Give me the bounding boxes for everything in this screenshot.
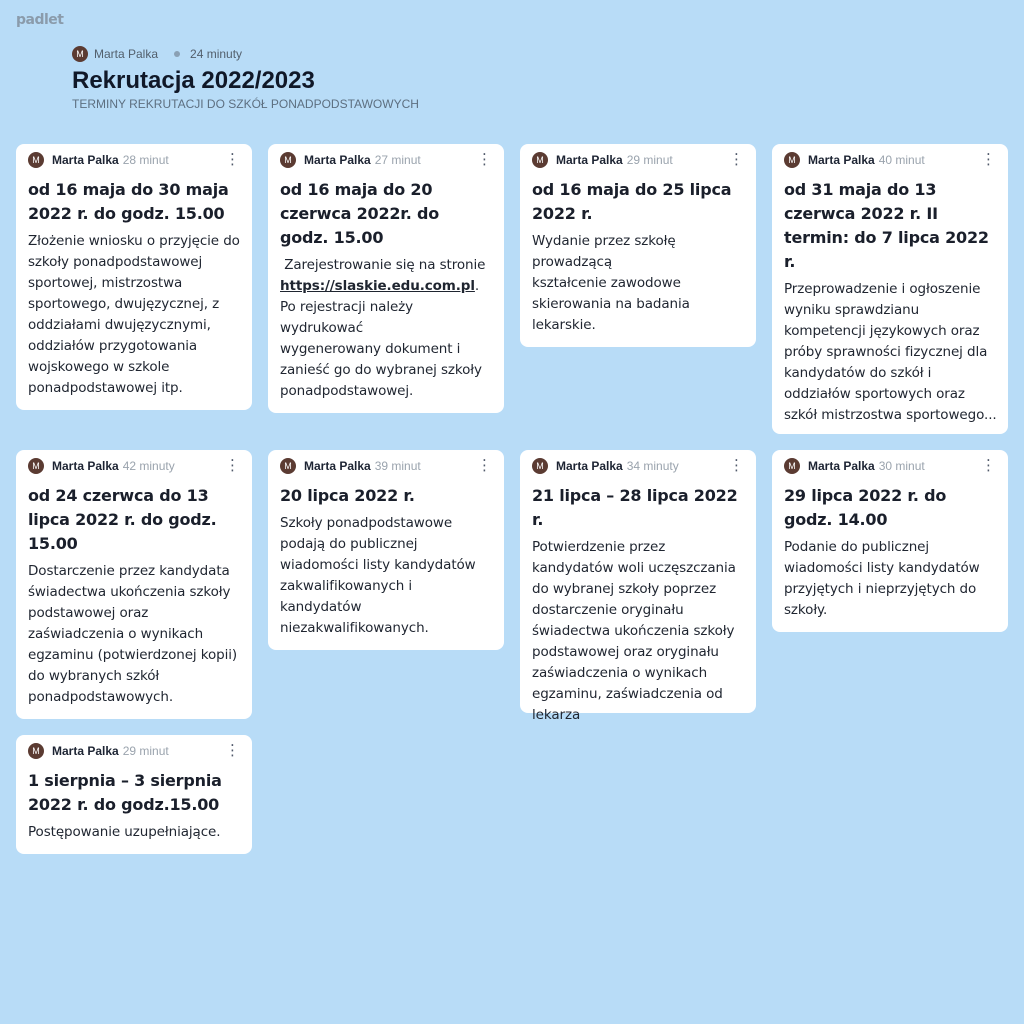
post-body-line: podstawowej oraz	[28, 605, 149, 621]
page-subtitle: TERMINY REKRUTACJI DO SZKÓŁ PONADPODSTAWOWYCH	[72, 97, 419, 111]
post-body-line: Zarejestrowanie się na stronie	[280, 257, 486, 273]
post-card[interactable]	[16, 450, 252, 719]
post-body-line: do wybranej szkoły poprzez	[532, 581, 717, 597]
post-card[interactable]	[772, 144, 1008, 434]
post-body-line: lekarskie.	[532, 317, 596, 333]
post-body-line: zanieść go do wybranej szkoły	[280, 362, 482, 378]
post-body-line: zaświadczenia o wynikach	[28, 626, 204, 642]
post-title: 20 lipca 2022 r.	[280, 486, 415, 505]
separator-dot	[174, 51, 180, 57]
more-vertical-icon[interactable]: ⋮	[729, 457, 744, 474]
post-body-line: kandydatów	[280, 599, 362, 615]
post-time: 28 minut	[122, 153, 169, 167]
post-author: Marta Palka	[304, 153, 371, 167]
post-body-line: do wybranych szkół	[28, 668, 160, 684]
post-author: Marta Palka	[808, 459, 875, 473]
more-vertical-icon[interactable]: ⋮	[477, 457, 492, 474]
post-body-line: egzaminu (potwierdzonej kopii)	[28, 647, 238, 663]
post-time: 40 minut	[878, 153, 925, 167]
post-time: 29 minut	[122, 744, 169, 758]
avatar: M	[280, 458, 296, 474]
post-body-line: zakwalifikowanych i	[280, 578, 413, 594]
post-author: Marta Palka	[556, 459, 623, 473]
avatar: M	[784, 152, 800, 168]
post-body	[280, 513, 492, 639]
post-body	[532, 231, 744, 336]
post-body-line: wojskowego w szkole	[28, 359, 170, 375]
post-body-line: kompetencji językowych oraz	[784, 323, 980, 339]
post-body-line: kandydatów do szkół i	[784, 365, 932, 381]
post-author: Marta Palka	[808, 153, 875, 167]
post-body-line: podają do publicznej	[280, 536, 418, 552]
avatar: M	[28, 152, 44, 168]
post-author: Marta Palka	[304, 459, 371, 473]
post-body-line: świadectwa ukończenia szkoły	[532, 623, 735, 639]
post-title: 29 lipca 2022 r. do godz. 14.00	[784, 486, 947, 529]
post-body-line: oddziałami dwujęzycznymi,	[28, 317, 211, 333]
post-body	[28, 561, 240, 708]
post-time: 30 minut	[878, 459, 925, 473]
post-link[interactable]: https://slaskie.edu.com.pl	[280, 278, 475, 294]
post-body	[784, 537, 996, 621]
board-meta	[72, 45, 872, 63]
post-title: od 16 maja do 30 maja 2022 r. do godz. 15.00	[28, 180, 229, 223]
post-card[interactable]	[520, 144, 756, 347]
more-vertical-icon[interactable]: ⋮	[225, 742, 240, 759]
avatar: M	[28, 458, 44, 474]
post-time: 27 minut	[374, 153, 421, 167]
avatar: M	[280, 152, 296, 168]
post-author: Marta Palka	[52, 459, 119, 473]
post-body-line: Szkoły ponadpodstawowe	[280, 515, 453, 531]
post-body-line: oddziałów przygotowania	[28, 338, 198, 354]
post-body-line: Dostarczenie przez kandydata	[28, 563, 230, 579]
post-body-line: Podanie do publicznej	[784, 539, 930, 555]
post-card[interactable]	[520, 450, 756, 723]
post-author: Marta Palka	[52, 744, 119, 758]
post-body-line: ponadpodstawowych.	[28, 689, 174, 705]
more-vertical-icon[interactable]: ⋮	[225, 457, 240, 474]
avatar: M	[28, 743, 44, 759]
post-body-line: Postępowanie uzupełniające.	[28, 824, 221, 840]
post-time: 39 minut	[374, 459, 421, 473]
post-time: 34 minuty	[626, 459, 679, 473]
post-card[interactable]	[16, 144, 252, 410]
post-body-line: sportowego, dwujęzycznej, z	[28, 296, 220, 312]
post-body-line: egzaminu, zaświadczenia od	[532, 686, 723, 702]
post-body-line: ponadpodstawowej itp.	[28, 380, 183, 396]
post-body-line: szkół mistrzostwa sportowego...	[784, 407, 997, 423]
post-body-text: .	[474, 278, 480, 294]
post-card[interactable]	[268, 144, 504, 413]
post-body-line: Potwierdzenie przez	[532, 539, 666, 555]
post-body-line: Przeprowadzenie i ogłoszenie	[784, 281, 981, 297]
post-card[interactable]	[268, 450, 504, 650]
post-body-line: przyjętych i nieprzyjętych do	[784, 581, 977, 597]
post-body	[28, 822, 240, 843]
post-time: 42 minuty	[122, 459, 175, 473]
padlet-logo[interactable]: padlet	[16, 12, 64, 28]
post-body-line: szkoły ponadpodstawowej	[28, 254, 203, 270]
post-body-line: lekarza	[532, 707, 581, 723]
avatar: M	[532, 458, 548, 474]
post-title: od 16 maja do 25 lipca 2022 r.	[532, 180, 732, 223]
post-body-line: szkoły.	[784, 602, 828, 618]
post-body-line	[280, 276, 492, 297]
post-body-line: wiadomości listy kandydatów	[280, 557, 476, 573]
post-body-line: wydrukować	[280, 320, 364, 336]
post-body-line: prowadzącą	[532, 254, 613, 270]
post-body	[532, 537, 744, 726]
board-author[interactable]: Marta Palka	[94, 47, 159, 61]
post-title: od 31 maja do 13 czerwca 2022 r. II termin: do 7 lipca 2022 r.	[784, 180, 989, 271]
post-time: 29 minut	[626, 153, 673, 167]
post-card[interactable]	[16, 735, 252, 854]
post-body-line: Wydanie przez szkołę	[532, 233, 676, 249]
post-body-line: niezakwalifikowanych.	[280, 620, 429, 636]
avatar: M	[784, 458, 800, 474]
post-title: od 16 maja do 20 czerwca 2022r. do godz. 15.00	[280, 180, 440, 247]
more-vertical-icon[interactable]: ⋮	[477, 151, 492, 168]
post-body	[28, 231, 240, 399]
post-body	[784, 279, 996, 426]
more-vertical-icon[interactable]: ⋮	[225, 151, 240, 168]
post-author: Marta Palka	[556, 153, 623, 167]
more-vertical-icon[interactable]: ⋮	[729, 151, 744, 168]
board-time: 24 minuty	[190, 47, 243, 61]
post-body-line: zaświadczenia o wynikach	[532, 665, 708, 681]
post-title: 21 lipca – 28 lipca 2022 r.	[532, 486, 738, 529]
post-body-line: wyniku sprawdzianu	[784, 302, 920, 318]
post-body-line: wygenerowany dokument i	[280, 341, 461, 357]
post-body-line: świadectwa ukończenia szkoły	[28, 584, 231, 600]
post-title: od 24 czerwca do 13 lipca 2022 r. do godz. 15.00	[28, 486, 217, 553]
avatar[interactable]: M	[72, 46, 88, 62]
post-title: 1 sierpnia – 3 sierpnia 2022 r. do godz.15.00	[28, 771, 222, 814]
page-title: Rekrutacja 2022/2023	[72, 67, 315, 94]
post-body-line: oddziałów sportowych oraz	[784, 386, 965, 402]
post-body	[280, 255, 492, 402]
post-card[interactable]	[772, 450, 1008, 632]
board-header	[72, 45, 872, 112]
more-vertical-icon[interactable]: ⋮	[981, 151, 996, 168]
more-vertical-icon[interactable]: ⋮	[981, 457, 996, 474]
post-body-line: sportowej, mistrzostwa	[28, 275, 183, 291]
post-body-line: Złożenie wniosku o przyjęcie do	[28, 233, 240, 249]
post-body-line: próby sprawności fizycznej dla	[784, 344, 988, 360]
post-body-line: dostarczenie oryginału	[532, 602, 684, 618]
avatar: M	[532, 152, 548, 168]
post-body-line: ponadpodstawowej.	[280, 383, 414, 399]
post-body-line: skierowania na badania	[532, 296, 690, 312]
post-body-line: kandydatów woli uczęszczania	[532, 560, 736, 576]
post-body-line: podstawowej oraz oryginału	[532, 644, 719, 660]
post-body-line: kształcenie zawodowe	[532, 275, 681, 291]
post-body-line: wiadomości listy kandydatów	[784, 560, 980, 576]
post-body-line: Po rejestracji należy	[280, 299, 414, 315]
post-author: Marta Palka	[52, 153, 119, 167]
